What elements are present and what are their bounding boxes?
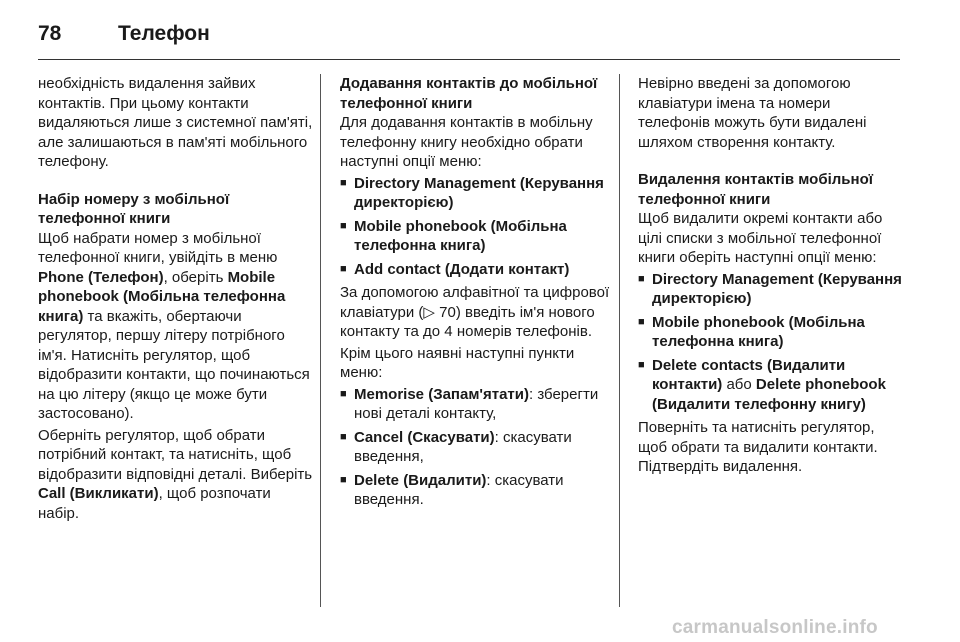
delete-outro: Поверніть та натисніть регулятор, щоб обрати та видалити контакти. Підтвердіть видалення. [638, 419, 878, 475]
add-menu-list [340, 174, 615, 280]
list-item: ■ Memorise (Запам'ятати): зберегти нові деталі контакту, [340, 385, 615, 424]
header-rule [38, 59, 900, 60]
keyboard-paragraph: За допомогою алфавітної та цифрової клавіатури (▷ 70) введіть ім'я нового контакту та до 4 номерів телефонів. [340, 284, 610, 340]
column-divider-1 [320, 74, 321, 607]
add-intro: Для додавання контактів в мобільну телефонну книгу необхідно обрати наступні опції меню: [340, 114, 593, 170]
also-paragraph: Крім цього наявні наступні пункти меню: [340, 344, 575, 381]
wrong-entry-paragraph: Невірно введені за допомогою клавіатури імена та номери телефонів можуть бути видалені шляхом створення контакту. [638, 75, 867, 151]
dial-paragraph-1: Щоб набрати номер з мобільної телефонної книги, увійдіть в меню Phone (Телефон), оберіть Mobile phonebook (Мобільна телефонна книга) та вкажіть, обертаючи регулятор, першу літеру потрібного ім'я. Натисніть регулятор, щоб відобразити контакти, що починаються на цю літеру (якщо це може бути застосовано). [38, 229, 310, 422]
delete-heading: Видалення контактів мобільної телефонної книги [638, 171, 873, 208]
list-item: ■ Mobile phonebook (Мобільна телефонна книга) [638, 313, 906, 352]
watermark: carmanualsonline.info [672, 617, 878, 638]
column-1 [38, 74, 313, 523]
dial-heading: Набір номеру з мобільної телефонної книги [38, 190, 230, 227]
phone-menu-label: Phone (Телефон) [38, 268, 164, 286]
delete-intro: Щоб видалити окремі контакти або цілі списки з мобільної телефонної книги оберіть наступні опції меню: [638, 210, 883, 266]
intro-paragraph: необхідність видалення зайвих контактів. При цьому контакти видаляються лише з системної пам'яті, але залишаються в пам'яті мобільного телефону. [38, 75, 313, 170]
column-2 [340, 74, 615, 514]
page-number: 78 [38, 22, 62, 45]
page-reference: 70 [439, 303, 456, 321]
list-item: ■ Delete contacts (Видалити контакти) або Delete phonebook (Видалити телефонну книгу) [638, 356, 906, 415]
list-item: ■ Add contact (Додати контакт) [340, 260, 615, 280]
mobile-phonebook-label: Mobile phonebook (Мобільна телефонна книга) [38, 268, 286, 325]
page-title: Телефон [118, 22, 210, 45]
options-list [340, 385, 615, 510]
column-3 [638, 74, 906, 477]
delete-menu-list [638, 270, 906, 415]
page-reference-icon: ▷ [423, 303, 435, 321]
dial-paragraph-2: Оберніть регулятор, щоб обрати потрібний контакт, та натисніть, щоб відобразити відповідні деталі. Виберіть Call (Викликати), щоб розпочати набір. [38, 426, 313, 522]
list-item: ■ Directory Management (Керування директорією) [638, 270, 906, 309]
column-divider-2 [619, 74, 620, 607]
list-item: ■ Cancel (Скасувати): скасувати введення, [340, 428, 615, 467]
add-heading: Додавання контактів до мобільної телефонної книги [340, 75, 598, 112]
call-label: Call (Викликати) [38, 485, 159, 502]
list-item: ■ Delete (Видалити): скасувати введення. [340, 471, 615, 510]
page-header [38, 14, 210, 54]
list-item: ■ Mobile phonebook (Мобільна телефонна книга) [340, 217, 615, 256]
list-item: ■ Directory Management (Керування директорією) [340, 174, 615, 213]
